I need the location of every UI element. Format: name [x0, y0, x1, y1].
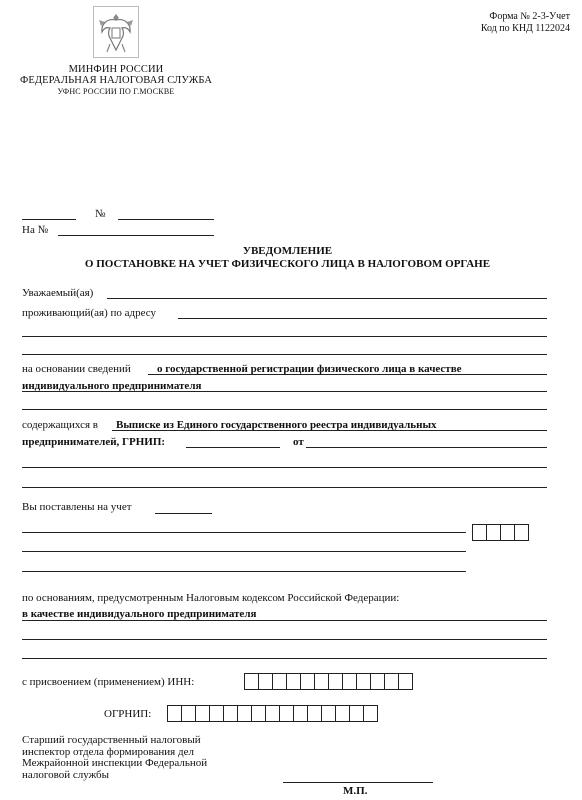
tax-office-line-2 [22, 551, 466, 552]
recipient-line [107, 298, 547, 299]
grounds-line-2 [22, 639, 547, 640]
inn-digit-cell[interactable] [300, 673, 315, 690]
ogrnip-digit-cell[interactable] [167, 705, 182, 722]
ogrnip-digit-cell[interactable] [293, 705, 308, 722]
signer-line-4: налоговой службы [22, 768, 110, 781]
ogrnip-cells [167, 705, 377, 722]
ogrnip-digit-cell[interactable] [223, 705, 238, 722]
number-line [118, 219, 214, 220]
tax-office-code-cell[interactable] [486, 524, 501, 541]
ogrnip-digit-cell[interactable] [237, 705, 252, 722]
from-label: от [293, 436, 304, 448]
signer-line-3: Межрайонной инспекции Федеральной [22, 757, 208, 769]
inn-digit-cell[interactable] [398, 673, 413, 690]
basis-value-line1: о государственной регистрации физического лица в качестве [157, 363, 462, 375]
address-line-2 [22, 336, 547, 337]
inn-digit-cell[interactable] [342, 673, 357, 690]
basis-label: на основании сведений [22, 363, 131, 375]
tax-office-code-cell[interactable] [514, 524, 529, 541]
to-number-label: На № [22, 224, 49, 236]
tax-office-code-cell[interactable] [500, 524, 515, 541]
grounds-label: по основаниям, предусмотренным Налоговым кодексом Российской Федерации: [22, 592, 400, 604]
inn-digit-cell[interactable] [244, 673, 259, 690]
service-name: ФЕДЕРАЛЬНАЯ НАЛОГОВАЯ СЛУЖБА [19, 75, 213, 86]
basis-line [148, 374, 547, 375]
signer-title [22, 735, 252, 781]
inn-digit-cell[interactable] [286, 673, 301, 690]
basis-value-line2: индивидуального предпринимателя [22, 380, 202, 392]
basis-line-3 [22, 409, 547, 410]
tax-office-code-cell[interactable] [472, 524, 487, 541]
number-sign: № [95, 208, 106, 220]
contained-value-line1: Выписке из Единого государственного реестра индивидуальных [116, 419, 437, 431]
inn-digit-cell[interactable] [356, 673, 371, 690]
from-date-line [306, 447, 547, 448]
date-line [22, 219, 76, 220]
address-label: проживающий(ая) по адресу [22, 307, 157, 319]
inn-digit-cell[interactable] [384, 673, 399, 690]
inn-digit-cell[interactable] [258, 673, 273, 690]
inn-cells [244, 673, 412, 690]
to-number-line [58, 235, 214, 236]
signature-line [283, 782, 433, 783]
registration-date-line [155, 513, 212, 514]
grounds-line [22, 620, 547, 621]
ogrnip-label: ОГРНИП: [104, 708, 152, 720]
tax-office-line-3 [22, 571, 466, 572]
ogrnip-digit-cell[interactable] [195, 705, 210, 722]
contained-line-3 [22, 487, 547, 488]
ogrnip-digit-cell[interactable] [307, 705, 322, 722]
ogrnip-digit-cell[interactable] [335, 705, 350, 722]
ogrnip-digit-cell[interactable] [265, 705, 280, 722]
department-name: УФНС РОССИИ ПО Г.МОСКВЕ [57, 87, 175, 96]
grnip-line [186, 447, 280, 448]
grounds-line-3 [22, 658, 547, 659]
grounds-value: в качестве индивидуального предпринимателя [22, 608, 257, 620]
basis-line-2 [22, 391, 547, 392]
inn-digit-cell[interactable] [370, 673, 385, 690]
address-line-3 [22, 354, 547, 355]
ogrnip-digit-cell[interactable] [251, 705, 266, 722]
ogrnip-digit-cell[interactable] [279, 705, 294, 722]
contained-line-2 [22, 467, 547, 468]
inn-label: с присвоением (применением) ИНН: [22, 676, 195, 688]
signer-line-1: Старший государственный налоговый [22, 734, 201, 746]
inn-digit-cell[interactable] [328, 673, 343, 690]
address-line [178, 318, 547, 319]
ogrnip-digit-cell[interactable] [209, 705, 224, 722]
form-number: Форма № 2-3-Учет [489, 11, 570, 22]
inn-digit-cell[interactable] [314, 673, 329, 690]
document-subtitle: О ПОСТАНОВКЕ НА УЧЕТ ФИЗИЧЕСКОГО ЛИЦА В НАЛОГОВОМ ОРГАНЕ [84, 258, 491, 270]
stamp-label: М.П. [343, 785, 368, 797]
ministry-name: МИНФИН РОССИИ [68, 64, 164, 75]
contained-value-line2: предпринимателей, ГРНИП: [22, 436, 166, 448]
ogrnip-digit-cell[interactable] [181, 705, 196, 722]
organization-header [0, 64, 232, 97]
contained-label: содержащихся в [22, 419, 98, 431]
registered-label: Вы поставлены на учет [22, 501, 132, 513]
form-identifier [440, 11, 570, 35]
tax-office-line [22, 532, 466, 533]
ogrnip-digit-cell[interactable] [349, 705, 364, 722]
contained-line [112, 430, 547, 431]
knd-code: Код по КНД 1122024 [480, 23, 570, 34]
tax-office-code-cells [472, 524, 528, 541]
ogrnip-digit-cell[interactable] [363, 705, 378, 722]
russian-coat-of-arms-icon [93, 6, 139, 58]
dear-label: Уважаемый(ая) [22, 287, 94, 299]
inn-digit-cell[interactable] [272, 673, 287, 690]
signer-line-2: инспектор отдела формирования дел [22, 745, 194, 758]
document-title: УВЕДОМЛЕНИЕ [242, 245, 333, 257]
ogrnip-digit-cell[interactable] [321, 705, 336, 722]
